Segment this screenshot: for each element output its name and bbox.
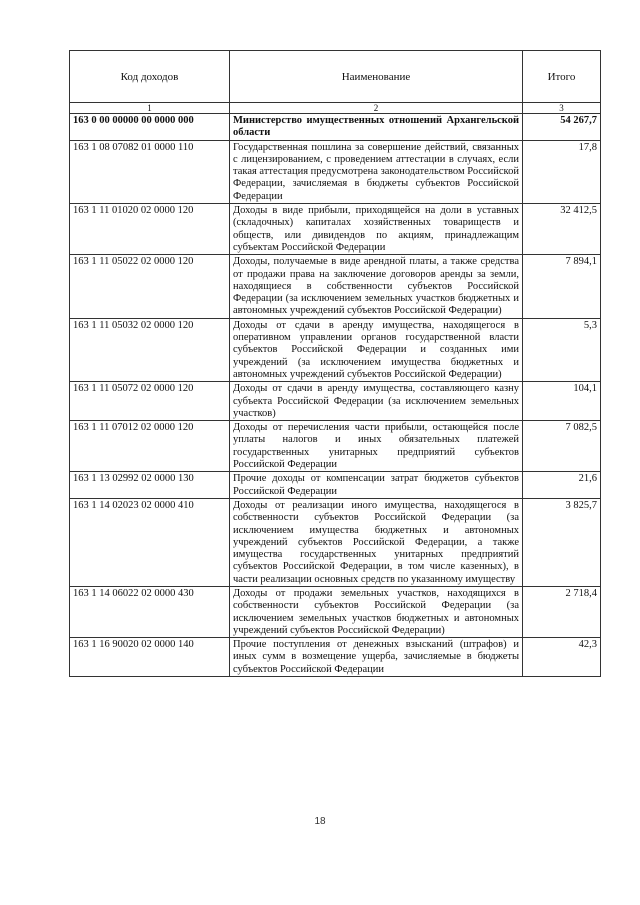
table-row xyxy=(70,382,601,421)
name-cell: Доходы от реализации иного имущества, находящегося в собственности субъектов Российской Федерации (за исключением имущества бюджетных и автономных учреждений субъектов Российской Федерации, а также имущества государственных унитарных предприятий субъектов Российской Федерации, в том числе казенных), в части реализации основных средств по указанному имуществу xyxy=(230,498,523,586)
page-number: 18 xyxy=(314,816,326,827)
total-cell: 104,1 xyxy=(523,382,601,421)
code-cell: 163 1 11 07012 02 0000 120 xyxy=(70,421,230,472)
name-cell: Доходы в виде прибыли, приходящейся на доли в уставных (складочных) капиталах хозяйственных товариществ и обществ, или дивидендов по акциям, принадлежащим субъектам Российской Федерации xyxy=(230,204,523,255)
column-number: 3 xyxy=(523,103,601,114)
table-row xyxy=(70,421,601,472)
table-row xyxy=(70,318,601,381)
code-cell: 163 1 11 01020 02 0000 120 xyxy=(70,204,230,255)
name-cell: Министерство имущественных отношений Архангельской области xyxy=(230,114,523,141)
column-number-row xyxy=(70,103,601,114)
total-cell: 17,8 xyxy=(523,140,601,203)
table-row xyxy=(70,472,601,499)
name-cell: Доходы от сдачи в аренду имущества, составляющего казну субъекта Российской Федерации (за исключением земельных участков) xyxy=(230,382,523,421)
code-cell: 163 1 11 05032 02 0000 120 xyxy=(70,318,230,381)
name-cell: Доходы, получаемые в виде арендной платы, а также средства от продажи права на заключение договоров аренды за земли, находящиеся в собственности субъектов Российской Федерации (за исключением земельных участков бюджетных и автономных учреждений субъектов Российской Федерации) xyxy=(230,255,523,318)
total-cell: 32 412,5 xyxy=(523,204,601,255)
code-cell: 163 1 14 02023 02 0000 410 xyxy=(70,498,230,586)
name-cell: Доходы от перечисления части прибыли, остающейся после уплаты налогов и иных обязательных платежей государственных унитарных предприятий субъектов Российской Федерации xyxy=(230,421,523,472)
name-cell: Прочие доходы от компенсации затрат бюджетов субъектов Российской Федерации xyxy=(230,472,523,499)
total-cell: 2 718,4 xyxy=(523,586,601,637)
code-cell: 163 1 13 02992 02 0000 130 xyxy=(70,472,230,499)
name-cell: Доходы от продажи земельных участков, находящихся в собственности субъектов Российской Федерации (за исключением земельных участков бюджетных и автономных учреждений субъектов Российской Федерации) xyxy=(230,586,523,637)
table-row xyxy=(70,114,601,141)
header-total: Итого xyxy=(523,51,601,103)
total-cell: 5,3 xyxy=(523,318,601,381)
table-body xyxy=(70,103,601,677)
table-row xyxy=(70,586,601,637)
code-cell: 163 0 00 00000 00 0000 000 xyxy=(70,114,230,141)
table-row xyxy=(70,498,601,586)
revenue-table xyxy=(69,50,601,677)
header-code: Код доходов xyxy=(70,51,230,103)
name-cell: Государственная пошлина за совершение действий, связанных с лицензированием, с проведением аттестации в случаях, если такая аттестация предусмотрена законодательством Российской Федерации, зачисляемая в бюджеты субъектов Российской Федерации xyxy=(230,140,523,203)
code-cell: 163 1 08 07082 01 0000 110 xyxy=(70,140,230,203)
name-cell: Прочие поступления от денежных взысканий (штрафов) и иных сумм в возмещение ущерба, зачисляемые в бюджеты субъектов Российской Федерации xyxy=(230,638,523,677)
total-cell: 54 267,7 xyxy=(523,114,601,141)
column-number: 1 xyxy=(70,103,230,114)
table-row xyxy=(70,204,601,255)
code-cell: 163 1 11 05022 02 0000 120 xyxy=(70,255,230,318)
column-number: 2 xyxy=(230,103,523,114)
table-row xyxy=(70,140,601,203)
code-cell: 163 1 11 05072 02 0000 120 xyxy=(70,382,230,421)
code-cell: 163 1 14 06022 02 0000 430 xyxy=(70,586,230,637)
total-cell: 3 825,7 xyxy=(523,498,601,586)
total-cell: 7 894,1 xyxy=(523,255,601,318)
total-cell: 7 082,5 xyxy=(523,421,601,472)
total-cell: 21,6 xyxy=(523,472,601,499)
total-cell: 42,3 xyxy=(523,638,601,677)
code-cell: 163 1 16 90020 02 0000 140 xyxy=(70,638,230,677)
header-row xyxy=(70,51,601,103)
name-cell: Доходы от сдачи в аренду имущества, находящегося в оперативном управлении органов государственной власти субъектов Российской Федерации и созданных ими учреждений (за исключением имущества бюджетных и автономных учреждений субъектов Российской Федерации) xyxy=(230,318,523,381)
header-name: Наименование xyxy=(230,51,523,103)
table-row xyxy=(70,255,601,318)
table-row xyxy=(70,638,601,677)
